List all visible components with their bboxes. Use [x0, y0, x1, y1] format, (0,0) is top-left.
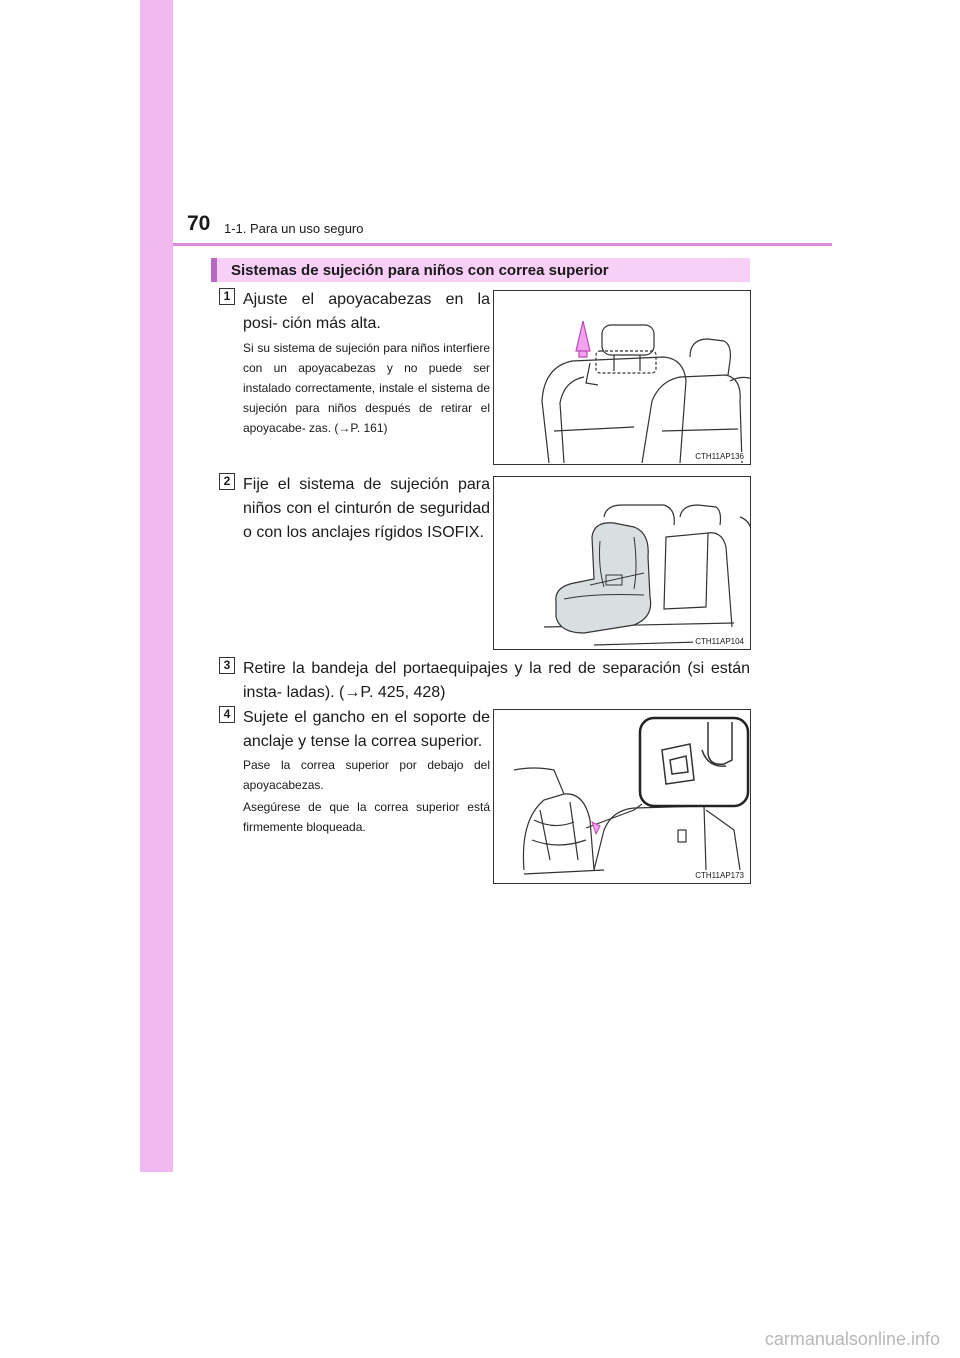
figure-top-tether-hook — [493, 709, 751, 884]
side-tab-band — [140, 0, 173, 1172]
step-1-text: Ajuste el apoyacabezas en la posi- ción más alta. — [243, 291, 490, 332]
step-1-note: Si su sistema de sujeción para niños interfiere con un apoyacabezas y no puede ser instalado correctamente, instale el sistema de sujeción para niños después de retirar el apoyacabe- zas. (→P. 161) — [243, 341, 490, 435]
section-header — [211, 258, 750, 282]
figure-child-seat-installed — [493, 476, 751, 650]
step-2-text: Fije el sistema de sujeción para niños con el cinturón de seguridad o con los anclajes rígidos ISOFIX. — [243, 476, 490, 541]
step-number-1: 1 — [219, 288, 235, 305]
headrest-illustration — [494, 291, 751, 465]
step-number-3: 3 — [219, 657, 235, 674]
header-rule — [173, 243, 832, 246]
tether-illustration — [494, 710, 751, 884]
watermark: carmanualsonline.info — [764, 1329, 940, 1349]
section-title: Sistemas de sujeción para niños con correa superior — [231, 262, 609, 279]
step-number-4: 4 — [219, 706, 235, 723]
step-4-note-1: Pase la correa superior por debajo del apoyacabezas. — [243, 758, 490, 792]
step-4-text: Sujete el gancho en el soporte de anclaje y tense la correa superior. — [243, 709, 490, 750]
child-seat-illustration — [494, 477, 751, 650]
figure-code-4: CTH11AP173 — [695, 871, 744, 880]
chapter-title: 1-1. Para un uso seguro — [224, 221, 364, 236]
step-4-note-2: Asegúrese de que la correa superior está firmemente bloqueada. — [243, 800, 490, 834]
figure-headrest-raise — [493, 290, 751, 465]
figure-code-2: CTH11AP104 — [695, 637, 744, 646]
page-number: 70 — [187, 212, 211, 235]
figure-code-1: CTH11AP136 — [695, 452, 744, 461]
step-3-text: Retire la bandeja del portaequipajes y la red de separación (si están insta- ladas). (→P. 425, 428) — [243, 660, 750, 701]
step-number-2: 2 — [219, 473, 235, 490]
